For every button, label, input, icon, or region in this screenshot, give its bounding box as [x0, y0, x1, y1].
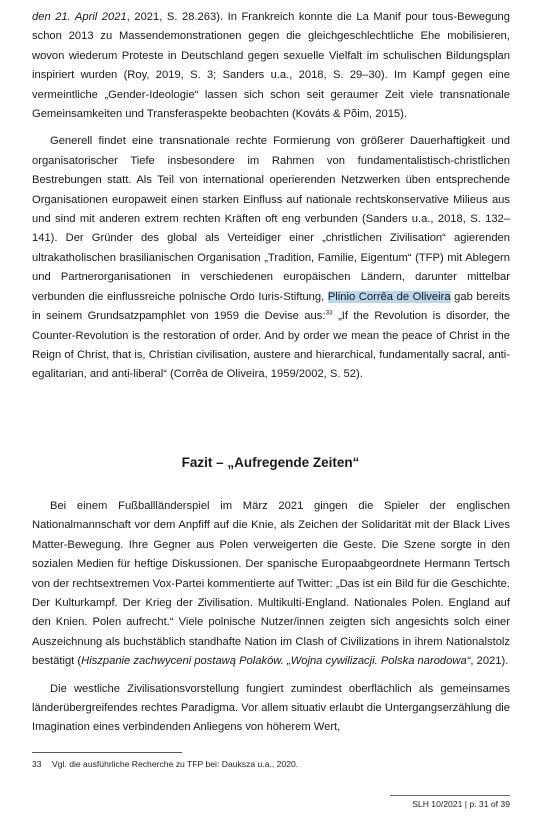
paragraph-3-text-a: Bei einem Fußballländerspiel im März 2021 gingen die Spieler der englischen Nationalmannschaft vor dem Anpfiff auf die Knie, als Zeichen der Solidarität mit der Black Lives Matter-Bewegung. Ihre Gegner aus Polen verweigerten die Geste. Die Szene sorgte in den sozialen Medien für heftige Diskussionen. Der spanische Europaabgeordnete Hermann Tertsch von der rechtsextremen Vox-Partei kommentierte auf Twitter: „Das ist ein Bild für die Geschichte. Der Kulturkampf. Der Krieg der Zivilisation. Multikulti-England. Nationales Polen. England auf den Knien. Polen aufrecht.“ Viele polnische Nutzer/innen zeigten sich angesichts solch einer Auszeichnung als buchstäblich standhafte Nation im Clash of Civilizations in ihrem Nationalstolz bestätigt ( — [32, 500, 510, 668]
paragraph-4-text: Die westliche Zivilisationsvorstellung fungiert zumindest oberflächlich als gemeinsames länderübergreifendes rechtes Paradigma. Vor allem situativ erlaubt die Untergangserzählung die Imagination eines verbindenden Anliegens von höherem Wert, — [32, 682, 510, 734]
paragraph-1 — [32, 8, 510, 124]
page-footer: SLH 10/2021 | p. 31 of 39 — [390, 795, 510, 809]
paragraph-2-quote: „If the Revolution is disorder, the Counter-Revolution is the restoration of order. And by order we mean the peace of Christ in the Reign of Christ, that is, Christian civilisation, austere and hierarchical, fundamentally sacral, anti-egalitarian, and anti-liberal“ (Corrêa de Oliveira, 1959/2002, S. 52). — [32, 310, 510, 381]
paragraph-3-text-b: , 2021). — [470, 655, 509, 668]
paragraph-2-text-b: gab bereits in seinem Grundsatzpamphlet von 1959 die Devise aus: — [32, 290, 511, 323]
paragraph-1-text: , 2021, S. 28.263). In Frankreich konnte die La Manif pour tous-Bewegung schon 2013 zu Massendemonstrationen gegen die gleichgeschlechtliche Ehe mobilisieren, wovon wiederum Proteste in Deutschland gegen sexuelle Vielfalt im schulischen Bildungsplan inspiriert wurden (Roy, 2019, S. 3; Sanders u.a., 2018, S. 29–30). Im Kampf gegen eine vermeintliche „Gender-Ideologie“ lassen sich schon seit geraumer Zeit viele transnationale Gemeinsamkeiten und Transferaspekte beobachten (Kováts & Põim, 2015). — [32, 11, 510, 121]
footnote-ref-33[interactable]: 33 — [325, 309, 333, 317]
footnote-number: 33 — [32, 759, 42, 769]
paragraph-3 — [32, 497, 510, 672]
footnote-33 — [32, 758, 510, 770]
footnote-divider — [32, 752, 182, 753]
italic-source-title: Hiszpanie zachwyceni postawą Polaków. „Wojna cywilizacji. Polska narodowa“ — [81, 655, 471, 668]
body-text-bottom — [32, 497, 510, 746]
paragraph-2 — [32, 132, 510, 384]
paragraph-2-text-a: Generell findet eine transnationale rechte Formierung von größerer Dauerhaftigkeit und organisatorischer Tiefe insbesondere im Rahmen von fundamentalistisch-christlichen Bestrebungen statt. Als Teil von international operierenden Netzwerken üben entsprechende Organisationen europaweit einen starken Einfluss auf nationale rechtskonservative Milieus aus und sind mit anderen extrem rechten Kräften oft eng verbunden (Sanders u.a., 2018, S. 132–141). Der Gründer des global als Verteidiger einer „christlichen Zivilisation“ agierenden ultrakatholischen brasilianischen Organisation „Tradition, Familie, Eigentum“ (TFP) mit Ablegern und Partnerorganisationen in verschiedenen europäischen Ländern, darunter mittelbar verbunden die einflussreiche polnische Ordo Iuris-Stiftung, — [32, 135, 510, 303]
paragraph-4 — [32, 680, 510, 738]
italic-citation: den 21. April 2021 — [32, 11, 127, 23]
footnote-text: Vgl. die ausführliche Recherche zu TFP bei: Dauksza u.a., 2020. — [52, 759, 299, 769]
body-text-top — [32, 8, 510, 393]
highlighted-name[interactable]: Plinio Corrêa de Oliveira — [327, 290, 451, 303]
section-heading: Fazit – „Aufregende Zeiten“ — [181, 455, 360, 470]
